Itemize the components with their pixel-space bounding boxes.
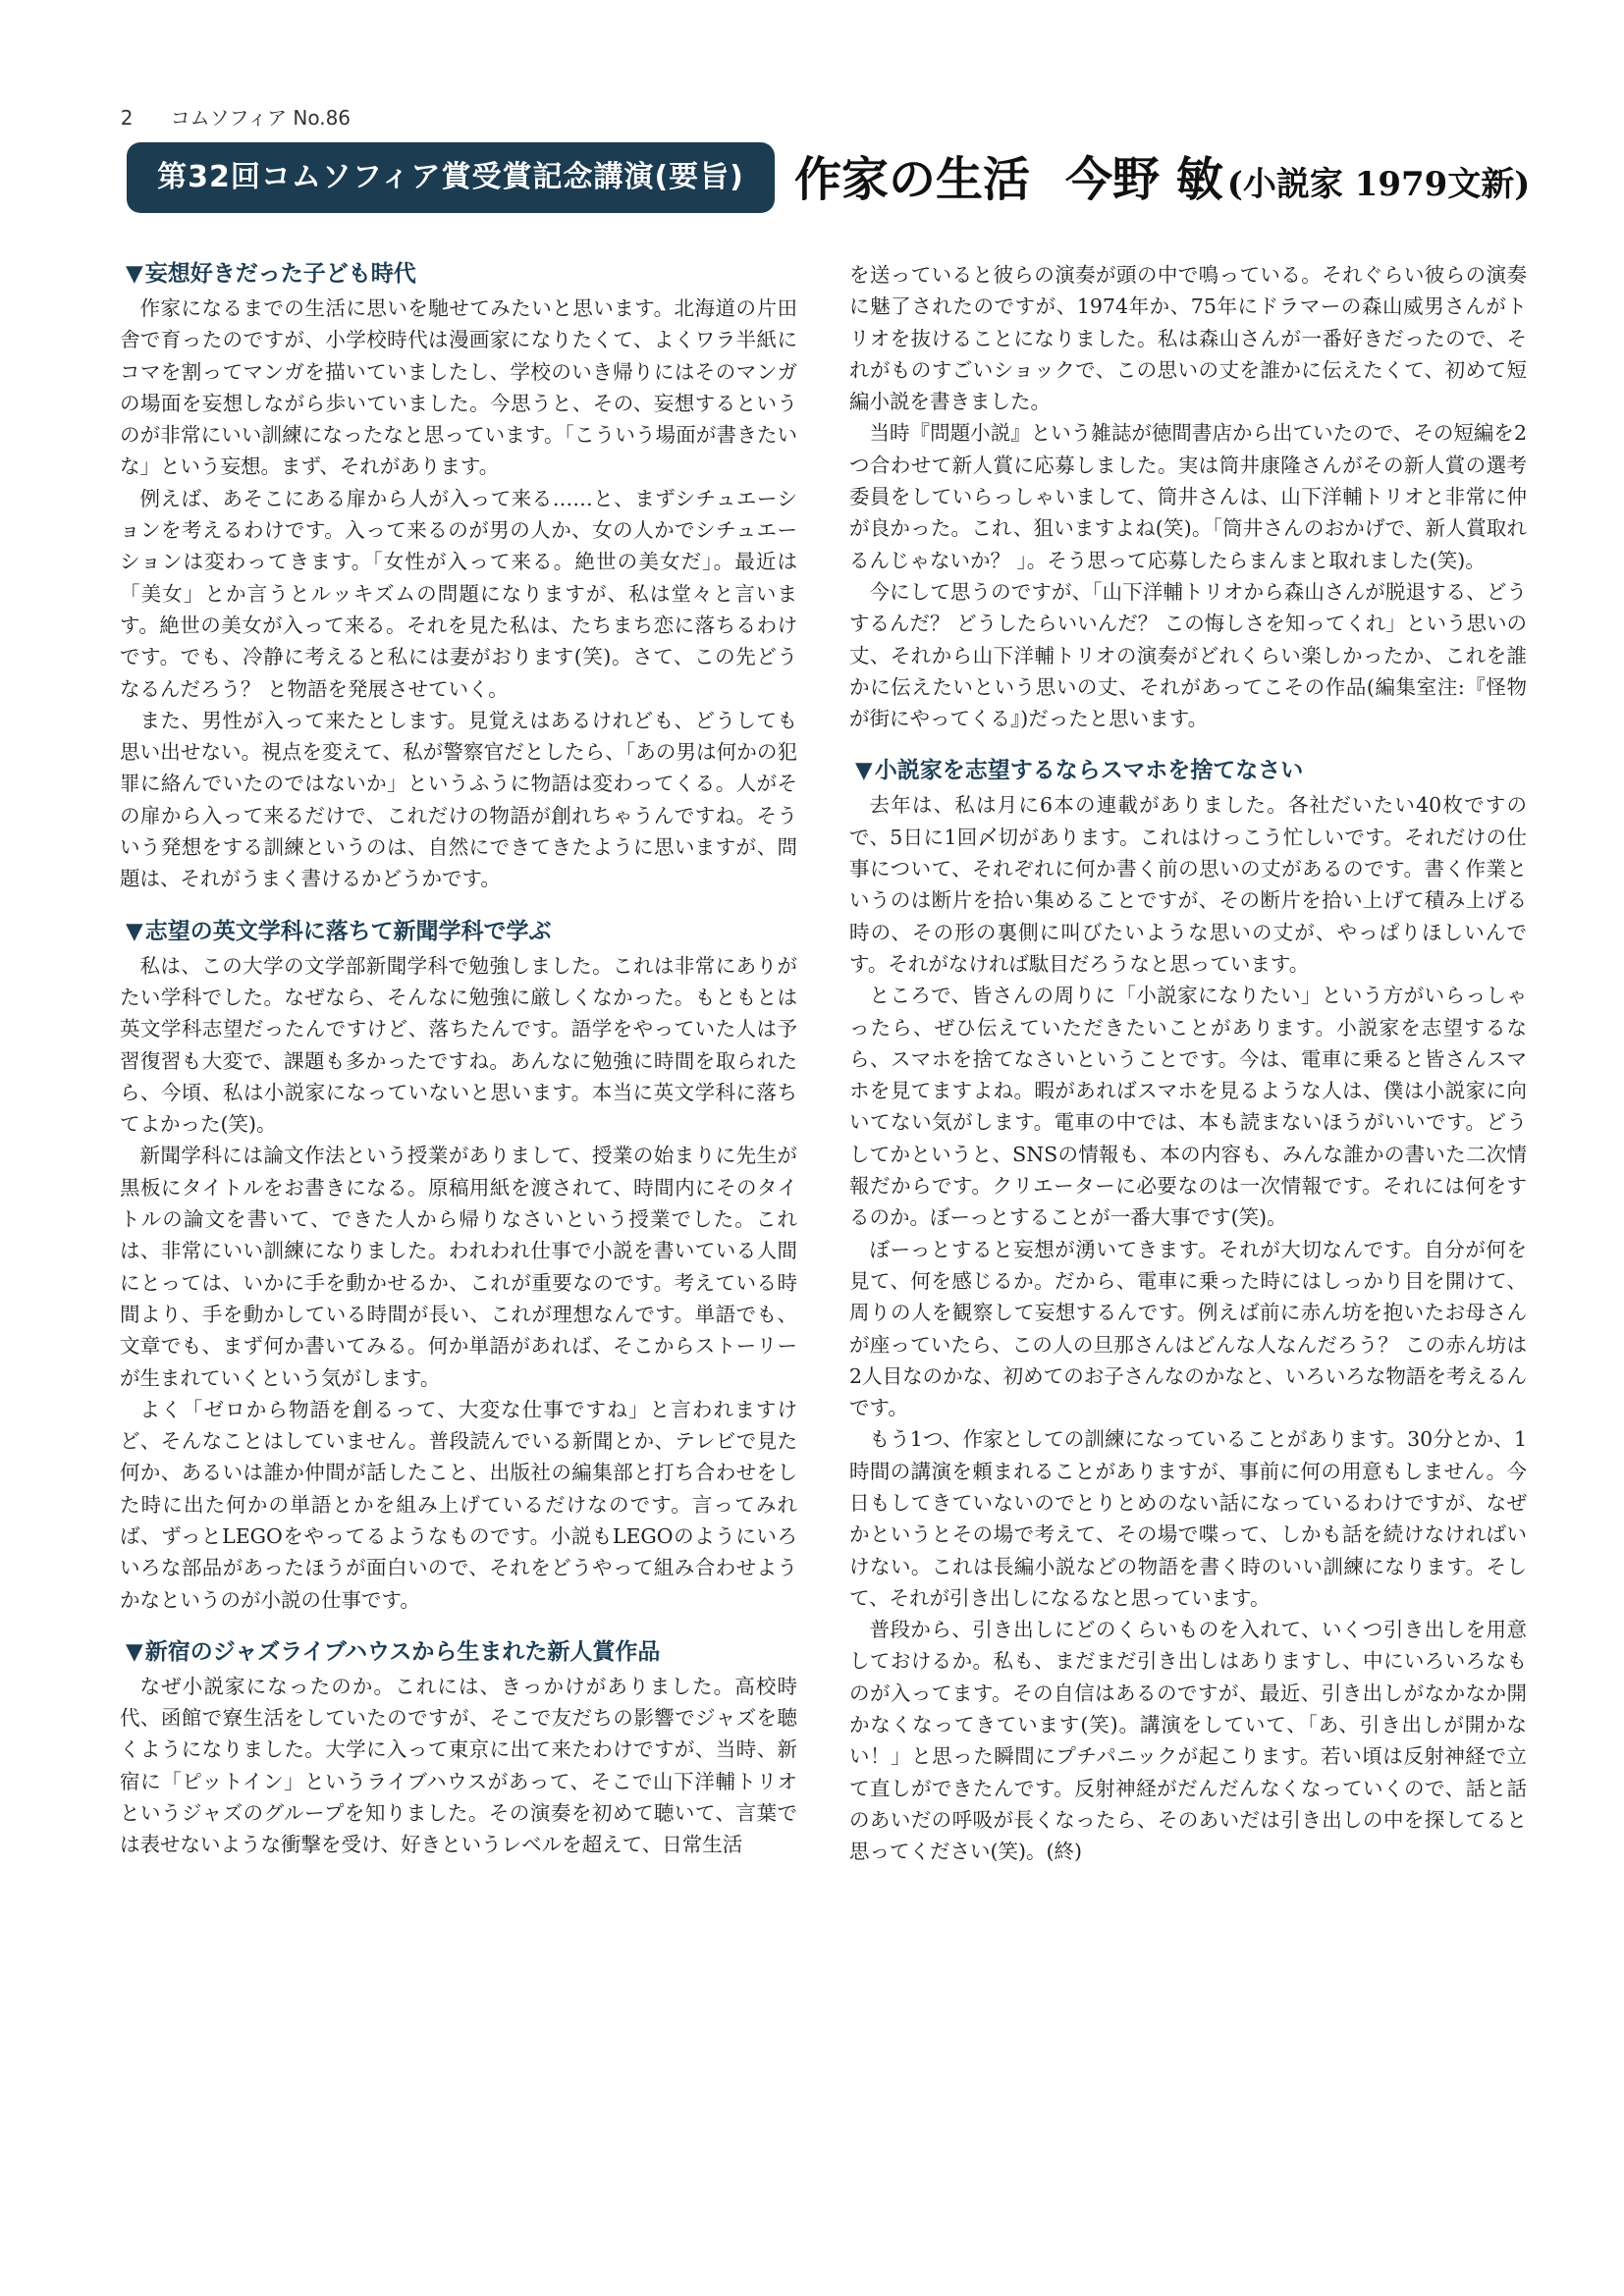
lecture-banner: 第32回コムソフィア賞受賞記念講演(要旨)	[127, 142, 775, 213]
author-affiliation: (小説家 1979文新)	[1226, 165, 1531, 204]
publication-name: コムソフィア No.86	[170, 106, 352, 130]
paragraph: 私は、この大学の文学部新聞学科で勉強しました。これは非常にありがたい学科でした。なぜなら、そんなに勉強に厳しくなかった。もともとは英文学科志望だったんですけど、落ちたんです。語学をやっていた人は予習復習も大変で、課題も多かったですね。あんなに勉強に時間を取られたら、今頃、私は小説家になっていないと思います。本当に英文学科に落ちてよかった(笑)。	[120, 953, 797, 1137]
paragraph: 普段から、引き出しにどのくらいものを入れて、いくつ引き出しを用意しておけるか。私も、まだまだ引き出しはありますし、中にいろいろなものが入ってます。その自信はあるのですが、最近、引き出しがなかなか開かなくなってきています(笑)。講演をしていて、「あ、引き出しが開かない！」と思った瞬間にプチパニックが起こります。若い頃は反射神経で立て直しができたんです。反射神経がだんだんなくなっていくので、話と話のあいだの呼吸が長くなったら、そのあいだは引き出しの中を探してると思ってください(笑)。(終)	[849, 1618, 1527, 1864]
triangle-marker-icon: ▼	[126, 261, 143, 287]
triangle-marker-icon: ▼	[855, 758, 873, 784]
paragraph: なぜ小説家になったのか。これには、きっかけがありました。高校時代、函館で寮生活をしていたのですが、そこで友だちの影響でジャズを聴くようになりました。大学に入って東京に出て来たわけですが、当時、新宿に「ピットイン」というライブハウスがあって、そこで山下洋輔トリオというジャズのグループを知りました。その演奏を初めて聴いて、言葉では表せないような衝撃を受け、好きというレベルを超えて、日常生活	[120, 1674, 797, 1857]
section-heading: ▼新宿のジャズライブハウスから生まれた新人賞作品	[126, 1638, 661, 1665]
left-column	[120, 257, 797, 1861]
section-heading: ▼小説家を志望するならスマホを捨てなさい	[855, 758, 1304, 784]
page-number: 2	[120, 106, 134, 130]
paragraph: 作家になるまでの生活に思いを馳せてみたいと思います。北海道の片田舎で育ったのですが、小学校時代は漫画家になりたくて、よくワラ半紙にコマを割ってマンガを描いていましたし、学校のいき帰りにはそのマンガの場面を妄想しながら歩いていました。今思うと、その、妄想するというのが非常にいい訓練になったなと思っています。「こういう場面が書きたいな」という妄想。まず、それがあります。	[120, 296, 797, 479]
paragraph-continuation: を送っていると彼らの演奏が頭の中で鳴っている。それぐらい彼らの演奏に魅了されたのですが、1974年か、75年にドラマーの森山威男さんがトリオを抜けることになりました。私は森山さんが一番好きだったので、それがものすごいショックで、この思いの丈を誰かに伝えたくて、初めて短編小説を書きました。	[849, 263, 1527, 414]
paragraph: ところで、皆さんの周りに「小説家になりたい」という方がいらっしゃったら、ぜひ伝えていただきたいことがあります。小説家を志望するなら、スマホを捨てなさいということです。今は、電車に乗ると皆さんスマホを見てますよね。暇があればスマホを見るような人は、僕は小説家に向いてない気がします。電車の中では、本も読まないほうがいいです。どうしてかというと、SNSの情報も、本の内容も、みんな誰かの書いた二次情報だからです。クリエーターに必要なのは一次情報です。それには何をするのか。ぼーっとすることが一番大事です(笑)。	[849, 984, 1527, 1230]
title-main: 作家の生活	[794, 152, 1031, 207]
title-row	[127, 138, 1531, 221]
section-heading: ▼妄想好きだった子ども時代	[126, 261, 416, 287]
triangle-marker-icon: ▼	[126, 918, 143, 944]
article-title	[794, 138, 1530, 221]
triangle-marker-icon: ▼	[126, 1638, 143, 1665]
paragraph: 当時『問題小説』という雑誌が徳間書店から出ていたので、その短編を2つ合わせて新人賞に応募しました。実は筒井康隆さんがその新人賞の選考委員をしていらっしゃいまして、筒井さんは、山下洋輔トリオと非常に仲が良かった。これ、狙いますよね(笑)。「筒井さんのおかげで、新人賞取れるんじゃないか？ 」。そう思って応募したらまんまと取れました(笑)。	[849, 421, 1527, 572]
right-column	[849, 259, 1527, 1868]
paragraph: また、男性が入って来たとします。見覚えはあるけれども、どうしても思い出せない。視点を変えて、私が警察官だとしたら、「あの男は何かの犯罪に絡んでいたのではないか」というふうに物語は変わってくる。人がその扉から入って来るだけで、これだけの物語が創れちゃうんですね。そういう発想をする訓練というのは、自然にできてきたように思いますが、問題は、それがうまく書けるかどうかです。	[120, 708, 797, 891]
paragraph: ぼーっとすると妄想が湧いてきます。それが大切なんです。自分が何を見て、何を感じるか。だから、電車に乗った時にはしっかり目を開けて、周りの人を観察して妄想するんです。例えば前に赤ん坊を抱いたお母さんが座っていたら、この人の旦那さんはどんな人なんだろう？ この赤ん坊は2人目なのかな、初めてのお子さんなのかなと、いろいろな物語を考えるんです。	[849, 1237, 1527, 1420]
page-header	[108, 79, 351, 131]
author-name: 今野 敏	[1065, 152, 1223, 207]
paragraph: 今にして思うのですが、「山下洋輔トリオから森山さんが脱退する、どうするんだ？ どうしたらいいんだ？ この悔しさを知ってくれ」という思いの丈、それから山下洋輔トリオの演奏がどれくらい楽しかったか、これを誰かに伝えたいという思いの丈、それがあってこその作品(編集室注:『怪物が街にやってくる』)だったと思います。	[849, 579, 1527, 731]
paragraph: 新聞学科には論文作法という授業がありまして、授業の始まりに先生が黒板にタイトルをお書きになる。原稿用紙を渡されて、時間内にそのタイトルの論文を書いて、できた人から帰りなさいという授業でした。これは、非常にいい訓練になりました。われわれ仕事で小説を書いている人間にとっては、いかに手を動かせるか、これが重要なのです。考えている時間より、手を動かしている時間が長い、これが理想なんです。単語でも、文章でも、まず何か書いてみる。何か単語があれば、そこからストーリーが生まれていくという気がします。	[120, 1144, 797, 1390]
paragraph: 例えば、あそこにある扉から人が入って来る……と、まずシチュエーションを考えるわけです。入って来るのが男の人か、女の人かでシチュエーションは変わってきます。「女性が入って来る。絶世の美女だ」。最近は「美女」とか言うとルッキズムの問題になりますが、私は堂々と言います。絶世の美女が入って来る。それを見た私は、たちまち恋に落ちるわけです。でも、冷静に考えると私には妻がおります(笑)。さて、この先どうなるんだろう？ と物語を発展させていく。	[120, 486, 797, 701]
paragraph: よく「ゼロから物語を創るって、大変な仕事ですね」と言われますけど、そんなことはしていません。普段読んでいる新聞とか、テレビで見た何か、あるいは誰か仲間が話したこと、出版社の編集部と打ち合わせをした時に出た何かの単語とかを組み上げているだけなのです。言ってみれば、ずっとLEGOをやってるようなものです。小説もLEGOのようにいろいろな部品があったほうが面白いので、それをどうやって組み合わせようかなというのが小説の仕事です。	[120, 1397, 797, 1612]
paragraph: 去年は、私は月に6本の連載がありました。各社だいたい40枚ですので、5日に1回〆切があります。これはけっこう忙しいです。それだけの仕事について、それぞれに何か書く前の思いの丈があるのです。書く作業というのは断片を拾い集めることですが、その断片を拾い上げて積み上げる時の、その形の裏側に叫びたいような思いの丈が、やっぱりほしいんです。それがなければ駄目だろうなと思っています。	[849, 793, 1527, 976]
section-heading: ▼志望の英文学科に落ちて新聞学科で学ぶ	[126, 918, 552, 944]
paragraph: もう1つ、作家としての訓練になっていることがあります。30分とか、1時間の講演を頼まれることがありますが、事前に何の用意もしません。今日もしてきていないのでとりとめのない話になっているわけですが、なぜかというとその場で考えて、その場で喋って、しかも話を続けなければいけない。これは長編小説などの物語を書く時のいい訓練になります。そして、それが引き出しになるなと思っています。	[849, 1427, 1527, 1610]
